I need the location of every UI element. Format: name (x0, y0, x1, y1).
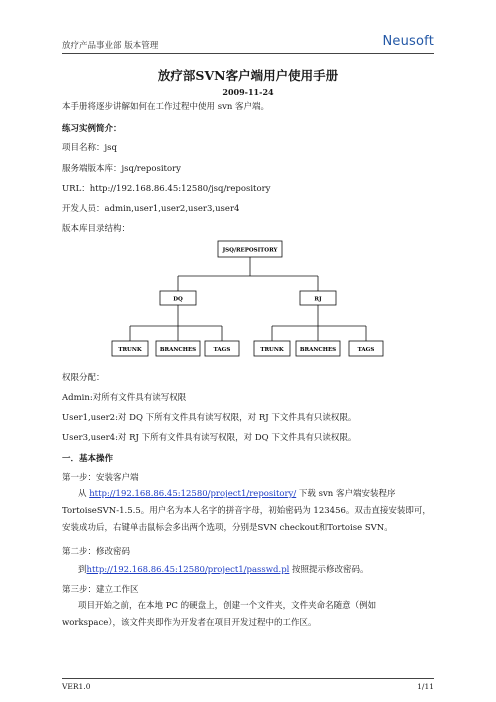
developers-list: 开发人员：admin,user1,user2,user3,user4 (62, 204, 240, 214)
document-date: 2009-11-24 (222, 87, 274, 97)
company-logo: Neusoft (382, 34, 434, 49)
footer-page-number: 1/11 (417, 682, 434, 691)
permissions-heading: 权限分配： (62, 373, 105, 383)
change-password-link[interactable]: http://192.168.86.45:12580/project1/passwd.pl (86, 565, 290, 575)
tree-node-dq (160, 291, 196, 305)
tree-node-rj-trunk (254, 341, 290, 356)
svg-text:TAGS: TAGS (357, 347, 375, 353)
svg-text:TAGS: TAGS (213, 347, 231, 353)
permission-admin: Admin:对所有文件具有读写权限 (62, 393, 187, 403)
tree-node-dq-tags (205, 341, 239, 356)
step1-heading: 第一步：安装客户端 (62, 473, 139, 483)
footer-divider (62, 678, 434, 679)
svg-text:BRANCHES: BRANCHES (159, 347, 197, 353)
structure-label: 版本库目录结构： (62, 224, 131, 234)
step3-paragraph: 项目开始之前，在本地 PC 的硬盘上，创建一个文件夹，文件夹命名随意（例如 workspace），该文件夹即作为开发者在项目开发过程中的工作区。 (62, 601, 377, 628)
header-department: 放疗产品事业部 版本管理 (62, 41, 159, 51)
step2-heading: 第二步：修改密码 (62, 547, 131, 557)
svg-text:DQ: DQ (173, 296, 183, 303)
repository-url: URL：http://192.168.86.45:12580/jsq/repository (62, 184, 271, 194)
project-name: 项目名称：jsq (62, 143, 117, 153)
permission-user1-user2: User1,user2:对 DQ 下所有文件具有读写权限，对 RJ 下文件具有只读权限。 (62, 413, 357, 423)
svg-text:JSQ/REPOSITORY: JSQ/REPOSITORY (222, 247, 278, 254)
tree-node-dq-branches (156, 341, 200, 356)
tree-node-dq-trunk (112, 341, 148, 356)
intro-text: 本手册将逐步讲解如何在工作过程中使用 svn 客户端。 (62, 102, 270, 112)
svg-text:TRUNK: TRUNK (260, 347, 284, 353)
step3-heading: 第三步：建立工作区 (62, 585, 139, 595)
example-heading: 练习实例简介： (62, 124, 122, 134)
svg-text:BRANCHES: BRANCHES (299, 347, 337, 353)
svg-text:RJ: RJ (314, 296, 322, 303)
svg-text:TRUNK: TRUNK (118, 347, 142, 353)
tree-node-root (218, 241, 282, 257)
tree-node-rj-tags (349, 341, 383, 356)
repository-path: 服务端版本库：jsq/repository (62, 164, 181, 174)
download-link[interactable]: http://192.168.86.45:12580/project1/repository/ (89, 489, 297, 499)
step1-paragraph: 从 http://192.168.86.45:12580/project1/repository/ 下载 svn 客户端安装程序 TortoiseSVN-1.5.5。用户名为本人名字的拼音字母，初始密码为 123456。双击直接安装即可，安装成功后，右键单击鼠标会多出两个选项，分别是SVN checkout和Tortoise SVN。 (62, 489, 431, 533)
tree-node-rj-branches (296, 341, 340, 356)
tree-node-rj (300, 291, 336, 305)
footer-version: VER1.0 (62, 682, 91, 691)
step2-paragraph: 到http://192.168.86.45:12580/project1/passwd.pl 按照提示修改密码。 (78, 565, 369, 575)
document-title: 放疗部SVN客户端用户使用手册 (157, 68, 339, 83)
permission-user3-user4: User3,user4:对 RJ 下所有文件具有读写权限，对 DQ 下文件具有只读权限。 (62, 433, 357, 443)
section-heading: 一．基本操作 (62, 454, 114, 464)
